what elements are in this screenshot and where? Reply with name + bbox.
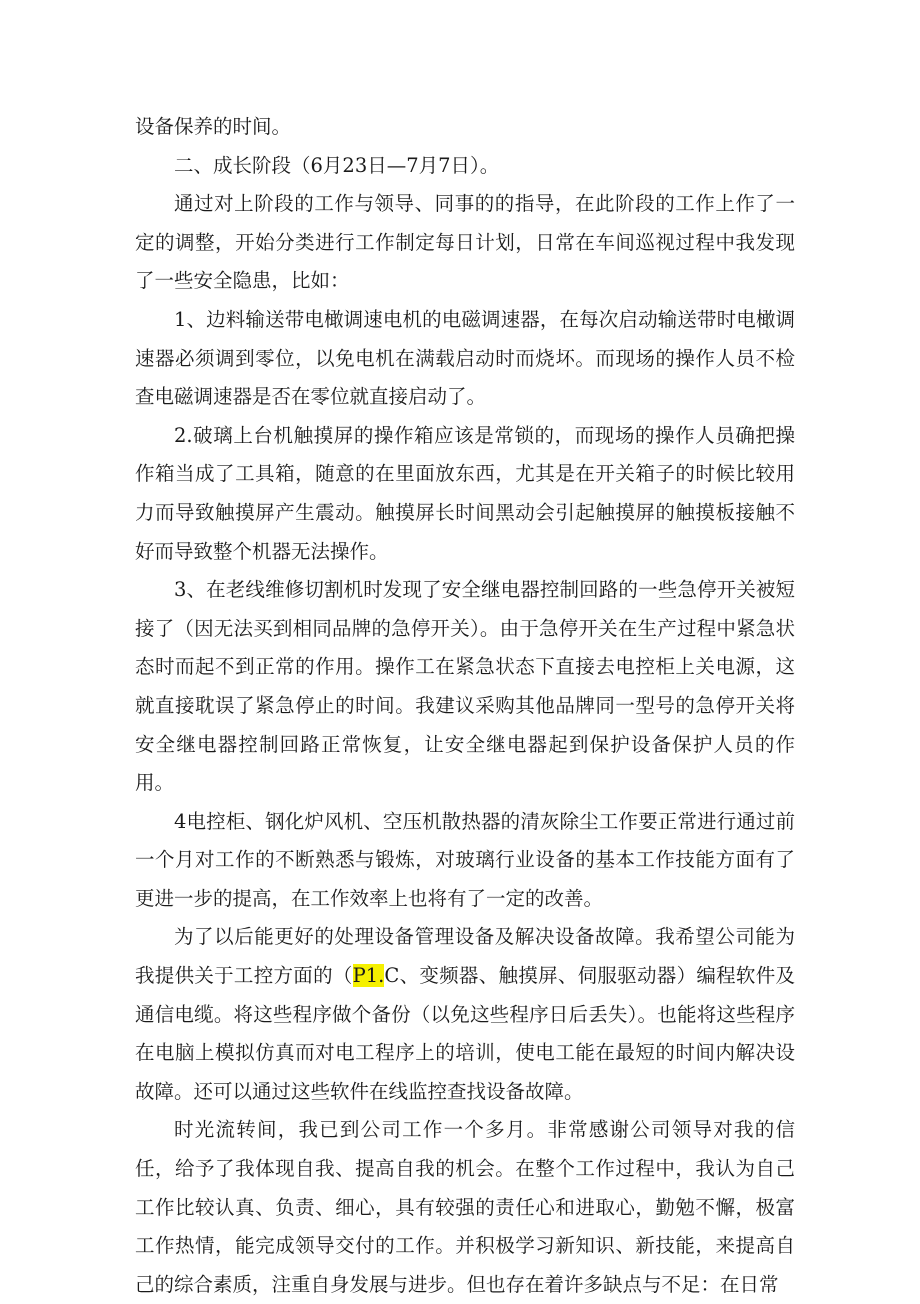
paragraph-summary: 时光流转间，我已到公司工作一个多月。非常感谢公司领导对我的信任，给予了我体现自我、提高自我的机会。在整个工作过程中，我认为自己工作比较认真、负责、细心，具有较强的责任心和进取心，勤勉不懈，极富工作热情，能完成领导交付的工作。并积极学习新知识、新技能，来提高自己的综合素质，注重自身发展与进步。但也存在着许多缺点与不足：在日常 [135,1118,795,1296]
highlighted-text: P1. [352,964,385,988]
request-text-end: C、变频器、触摸屏、伺服驱动器）编程软件及通信电缆。将这些程序做个备份（以免这些程序日后丢失）。也能将这些程序在电脑上模拟仿真而对电工程序上的培训，使电工能在最短的时间内解决设故障。还可以通过这些软件在线监控查找设备故障。 [135,964,795,1103]
paragraph-issue-2: 2.破璃上台机触摸屏的操作箱应该是常锁的，而现场的操作人员确把操作箱当成了工具箱，随意的在里面放东西，尤其是在开关箱子的时候比较用力而导致触摸屏产生震动。触摸屏长时间黑动会引起触摸屏的触摸板接触不好而导致整个机器无法操作。 [135,423,795,563]
paragraph-issue-3: 3、在老线维修切割机时发现了安全继电器控制回路的一些急停开关被短接了（因无法买到相同品牌的急停开关）。由于急停开关在生产过程中紧急状态时而起不到正常的作用。操作工在紧急状态下直接去电控柜上关电源，这就直接耽误了紧急停止的时间。我建议采购其他品牌同一型号的急停开关将安全继电器控制回路正常恢复，让安全继电器起到保护设备保护人员的作用。 [135,578,795,795]
paragraph-issue-4: 4电控柜、钢化炉风机、空压机散热器的清灰除尘工作要正常进行通过前一个月对工作的不断熟悉与锻炼，对玻璃行业设备的基本工作技能方面有了更进一步的提高，在工作效率上也将有了一定的改善。 [135,809,795,910]
paragraph-issue-1: 1、边料输送带电橄调速电机的电磁调速器，在每次启动输送带时电橄调速器必须调到零位，以免电机在满载启动时而烧坏。而现场的操作人员不检查电磁调速器是否在零位就直接启动了。 [135,307,795,409]
paragraph-request [135,918,795,1111]
request-text-start: 为了以后能更好的处理设备管理设备及解决设备故障。我希望公司能为我提供关于工控方面的（ [135,925,795,988]
document-body [135,108,795,1304]
section-heading-growth-stage: 二、成长阶段（6月23日—7月7日）。 [174,153,500,177]
paragraph-continuation: 设备保养的时间。 [135,115,292,138]
paragraph-adjustment: 通过对上阶段的工作与领导、同事的的指导，在此阶段的工作上作了一定的调整，开始分类进行工作制定每日计划，日常在车间巡视过程中我发现了一些安全隐患，比如： [135,192,795,293]
